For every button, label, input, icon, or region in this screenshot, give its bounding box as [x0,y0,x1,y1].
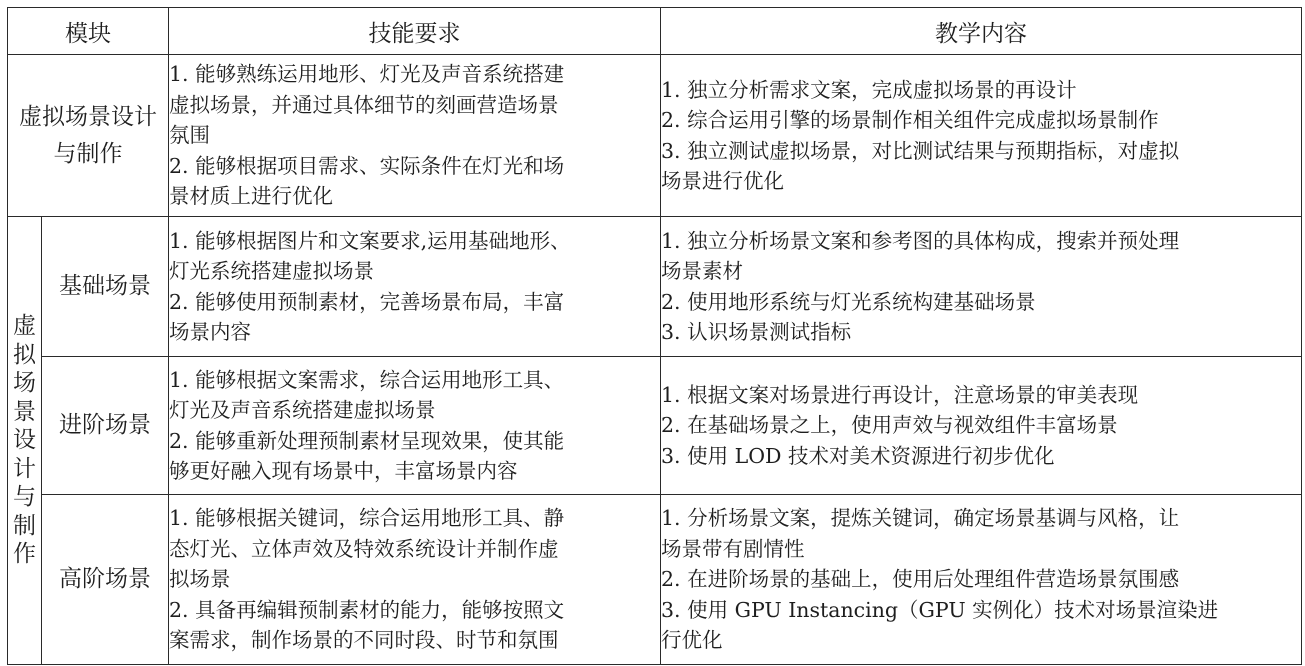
submodule-expert: 高阶场景 [42,495,169,665]
vertical-char: 作 [13,541,36,568]
content-line: 场景带有剧情性 [661,536,805,561]
submodule-basic: 基础场景 [42,217,169,357]
content-line: 3. 认识场景测试指标 [661,319,852,344]
skills-cell [169,217,661,357]
skills-cell [169,55,661,217]
vertical-char: 景 [13,398,36,425]
content-line: 2. 综合运用引擎的场景制作相关组件完成虚拟场景制作 [661,108,1159,133]
content-cell [661,495,1302,665]
skill-line: 案需求，制作场景的不同时段、时节和氛围 [169,628,559,653]
skill-line: 2. 能够使用预制素材，完善场景布局，丰富 [169,289,565,314]
vertical-char: 场 [13,370,36,397]
header-row [8,8,1302,55]
content-line: 1. 根据文案对场景进行再设计，注意场景的审美表现 [661,382,1139,407]
content-line: 1. 分析场景文案，提炼关键词，确定场景基调与风格，让 [661,506,1180,531]
skill-line: 够更好融入现有场景中，丰富场景内容 [169,458,518,483]
module-cell [8,55,169,217]
header-skills: 技能要求 [169,8,661,55]
skill-line: 场景内容 [169,319,251,344]
content-line: 2. 使用地形系统与灯光系统构建基础场景 [661,289,1036,314]
skill-line: 1. 能够根据图片和文案要求,运用基础地形、 [169,228,571,253]
skill-line: 1. 能够根据关键词，综合运用地形工具、静 [169,506,565,531]
vertical-char: 虚 [13,313,36,340]
skill-line: 灯光系统搭建虚拟场景 [169,259,374,284]
content-cell [661,217,1302,357]
header-content: 教学内容 [661,8,1302,55]
content-line: 1. 独立分析场景文案和参考图的具体构成，搜索并预处理 [661,228,1180,253]
content-line: 3. 使用 GPU Instancing（GPU 实例化）技术对场景渲染进 [661,597,1219,622]
table-row [8,495,1302,665]
skill-line: 灯光及声音系统搭建虚拟场景 [169,398,436,423]
content-line: 行优化 [661,628,723,653]
content-line: 场景进行优化 [661,168,784,193]
submodule-advanced: 进阶场景 [42,357,169,495]
content-line: 3. 独立测试虚拟场景，对比测试结果与预期指标，对虚拟 [661,138,1180,163]
content-line: 3. 使用 LOD 技术对美术资源进行初步优化 [661,443,1055,468]
skill-line: 拟场景 [169,567,231,592]
vertical-char: 制 [13,512,36,539]
content-line: 2. 在基础场景之上，使用声效与视效组件丰富场景 [661,413,1118,438]
skills-cell [169,357,661,495]
content-cell [661,357,1302,495]
skill-line: 景材质上进行优化 [169,184,333,209]
module-line: 虚拟场景设计 [19,103,157,130]
skill-line: 态灯光、立体声效及特效系统设计并制作虚 [169,536,559,561]
skills-cell [169,495,661,665]
module-line: 与制作 [53,140,123,167]
skill-line: 2. 能够根据项目需求、实际条件在灯光和场 [169,153,565,178]
content-line: 1. 独立分析需求文案，完成虚拟场景的再设计 [661,77,1077,102]
vertical-char: 设 [13,427,36,454]
vertical-group-label [8,217,42,665]
content-line: 场景素材 [661,259,743,284]
skill-line: 2. 具备再编辑预制素材的能力，能够按照文 [169,597,565,622]
curriculum-table [7,7,1302,665]
skill-line: 2. 能够重新处理预制素材呈现效果，使其能 [169,428,565,453]
skill-line: 氛围 [169,123,210,148]
content-cell [661,55,1302,217]
content-line: 2. 在进阶场景的基础上，使用后处理组件营造场景氛围感 [661,567,1180,592]
vertical-char: 计 [13,455,36,482]
table-row [8,357,1302,495]
skill-line: 1. 能够根据文案需求，综合运用地形工具、 [169,367,565,392]
skill-line: 1. 能够熟练运用地形、灯光及声音系统搭建 [169,62,565,87]
skill-line: 虚拟场景，并通过具体细节的刻画营造场景 [169,92,559,117]
vertical-char: 拟 [13,341,36,368]
table-row [8,217,1302,357]
header-module: 模块 [8,8,169,55]
table-row [8,55,1302,217]
vertical-char: 与 [13,484,36,511]
